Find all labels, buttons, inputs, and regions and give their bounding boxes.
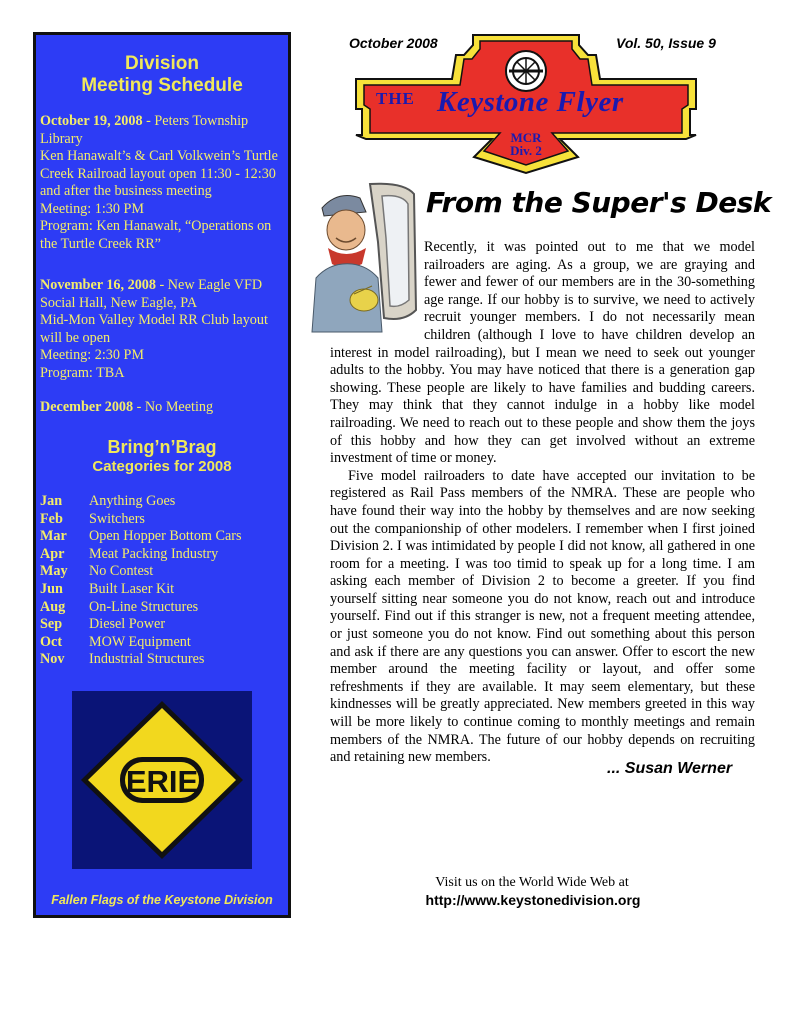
website-caption: Visit us on the World Wide Web at	[435, 875, 629, 890]
keystone-flyer-masthead	[352, 33, 700, 175]
masthead-the: THE	[376, 89, 415, 108]
bnb-topic: On-Line Structures	[89, 598, 199, 615]
list-item	[40, 581, 280, 599]
meeting-location: - No Meeting	[133, 399, 214, 415]
bnb-topic: Switchers	[89, 510, 145, 527]
bnb-month: May	[40, 563, 68, 580]
bnb-topic: No Contest	[89, 563, 154, 580]
bnb-topic: Diesel Power	[89, 616, 166, 633]
bnb-topic: Open Hopper Bottom Cars	[89, 528, 242, 545]
bnb-month: Apr	[40, 545, 65, 562]
meeting-location: - Peters Township Library	[40, 113, 249, 147]
bnb-month: Feb	[40, 510, 63, 527]
bnb-topic: Meat Packing Industry	[89, 545, 219, 562]
meeting-date: November 16, 2008	[40, 277, 156, 293]
meeting-program: Program: TBA	[40, 364, 125, 381]
meeting-schedule-sidebar	[33, 32, 291, 918]
heading-meeting-schedule: Meeting Schedule	[81, 75, 243, 96]
meeting-date: December 2008	[40, 399, 134, 415]
meeting-detail: Ken Hanawalt’s & Carl Volkwein’s Turtle Creek Railroad layout open 11:30 - 12:30 and after the business meeting	[40, 148, 278, 199]
bnb-month: Nov	[40, 651, 65, 668]
list-item	[40, 599, 280, 617]
list-item	[40, 511, 280, 529]
article-body	[330, 239, 755, 767]
website-url[interactable]: http://www.keystonedivision.org	[425, 892, 641, 908]
bnb-topic: Anything Goes	[89, 493, 176, 509]
list-item	[40, 493, 280, 511]
list-item	[40, 528, 280, 546]
sidebar-footer: Fallen Flags of the Keystone Division	[51, 893, 273, 907]
bnb-subtitle: Categories for 2008	[92, 458, 232, 475]
meeting-location: - New Eagle VFD Social Hall, New Eagle, PA	[40, 277, 263, 311]
list-item	[40, 563, 280, 581]
masthead-division	[352, 131, 700, 157]
meeting-november	[40, 277, 284, 382]
bnb-month: Aug	[40, 598, 66, 615]
bnb-month: Mar	[40, 528, 67, 545]
article-paragraph: Recently, it was pointed out to me that we model railroaders are aging. As a group, we are graying and fewer and fewer of our members are in the 30-something age range. If our hobby is to survive, we need to actively recruit younger members. I do not necessarily mean children (although I love to have children develop an interest in model railroading), but I mean we need to seek out younger adults to the hobby. You may have noticed that there is a generation gap showing. These people are likely to have families and budding careers. They may think that they cannot indulge in a hobby like model railroading. We need to reach out to these people and show them the joys of this hobby and how they can get involved without an extreme investment of time or money.	[330, 239, 755, 467]
bring-n-brag-heading	[36, 437, 288, 476]
masthead-mcr: MCR	[510, 130, 542, 145]
list-item	[40, 651, 280, 669]
article-paragraph: Five model railroaders to date have accepted our invitation to be registered as Rail Pass members of the NMRA. These are people who have found their way into the hobby by themselves and are now seeking out the companionship of other modelers. I remember when I first joined Division 2. I was intimidated by people I did not know, all gathered in one room for a meeting. I was too timid to speak up for a long time. I am asking each member of Division 2 to become a greeter. If you find yourself sitting near someone you do not know, reach out and introduce yourself. Find out if this stranger is new, not a frequent meeting attendee, or just someone you do not know. Find out something about this person and ask if there are any questions you can answer. Offer to escort the new member around the meeting facility or layout, and offer some refreshments if they are available. It may seem elementary, but these kindnesses will be greatly appreciated. New members greeted in this way will be more likely to continue coming to monthly meetings and remain members of the NMRA. The future of our hobby depends on recruiting and retaining new members.	[330, 467, 755, 766]
bring-n-brag-list	[40, 493, 280, 669]
erie-logo-text: ERIE	[125, 764, 199, 799]
list-item	[40, 616, 280, 634]
bnb-month: Jun	[40, 580, 63, 597]
meeting-october	[40, 113, 284, 253]
meeting-time: Meeting: 2:30 PM	[40, 347, 145, 363]
bnb-topic: Industrial Structures	[89, 651, 205, 668]
list-item	[40, 634, 280, 652]
meeting-time: Meeting: 1:30 PM	[40, 200, 145, 217]
bnb-month: Jan	[40, 493, 63, 509]
meeting-detail: Mid-Mon Valley Model RR Club layout will be open	[40, 312, 268, 346]
heading-division: Division	[125, 53, 199, 74]
issue-volume: Vol. 50, Issue 9	[616, 35, 716, 51]
bnb-month: Oct	[40, 633, 63, 650]
masthead-div: Div. 2	[510, 143, 542, 158]
issue-date: October 2008	[349, 35, 438, 51]
article-title: From the Super's Desk	[426, 186, 772, 219]
bnb-topic: Built Laser Kit	[89, 580, 175, 597]
meeting-date: October 19, 2008	[40, 113, 143, 129]
article-signature: ... Susan Werner	[607, 760, 733, 777]
meeting-program: Program: Ken Hanawalt, “Operations on the Turtle Creek RR”	[40, 218, 272, 252]
erie-logo	[72, 691, 252, 869]
masthead-title: Keystone Flyer	[437, 86, 624, 118]
bnb-topic: MOW Equipment	[89, 633, 191, 650]
bnb-title: Bring’n’Brag	[107, 437, 217, 457]
list-item	[40, 546, 280, 564]
bnb-month: Sep	[40, 616, 63, 633]
meeting-december	[40, 399, 284, 417]
sidebar-heading	[36, 53, 288, 97]
erie-diamond-icon	[72, 691, 252, 869]
